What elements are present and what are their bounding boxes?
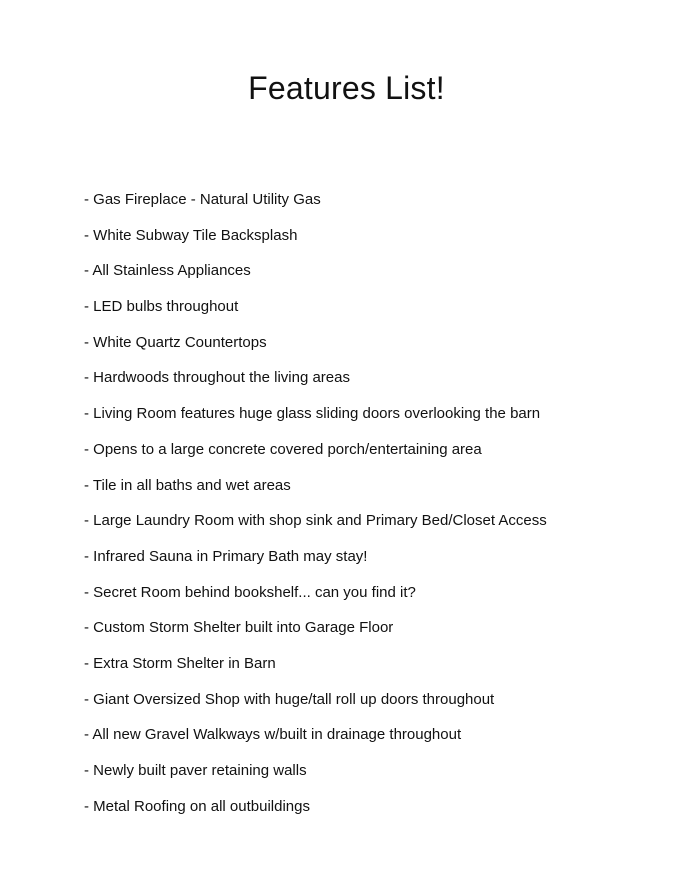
list-item: - Large Laundry Room with shop sink and Primary Bed/Closet Access bbox=[84, 512, 547, 530]
list-item: - White Subway Tile Backsplash bbox=[84, 226, 298, 244]
list-item: - Newly built paver retaining walls bbox=[84, 762, 307, 779]
list-item: - Metal Roofing on all outbuildings bbox=[84, 797, 310, 815]
list-item: - All Stainless Appliances bbox=[84, 262, 251, 280]
list-item: - All new Gravel Walkways w/built in drainage throughout bbox=[84, 726, 462, 744]
list-item: - Living Room features huge glass sliding doors overlooking the barn bbox=[84, 405, 541, 423]
list-item: - Opens to a large concrete covered porch/entertaining area bbox=[84, 440, 482, 458]
list-item: - Infrared Sauna in Primary Bath may stay! bbox=[84, 547, 368, 565]
list-item: - LED bulbs throughout bbox=[84, 298, 239, 316]
features-list bbox=[84, 188, 547, 830]
list-item: - Custom Storm Shelter built into Garage Floor bbox=[84, 619, 394, 637]
list-item: - Secret Room behind bookshelf... can you find it? bbox=[84, 583, 416, 601]
list-item: - Tile in all baths and wet areas bbox=[84, 476, 291, 494]
page-title: Features List! bbox=[248, 70, 445, 106]
list-item: - White Quartz Countertops bbox=[84, 333, 267, 351]
list-item: - Giant Oversized Shop with huge/tall roll up doors throughout bbox=[84, 690, 495, 708]
list-item: - Gas Fireplace - Natural Utility Gas bbox=[84, 191, 321, 208]
list-item: - Extra Storm Shelter in Barn bbox=[84, 654, 276, 672]
list-item: - Hardwoods throughout the living areas bbox=[84, 369, 350, 387]
